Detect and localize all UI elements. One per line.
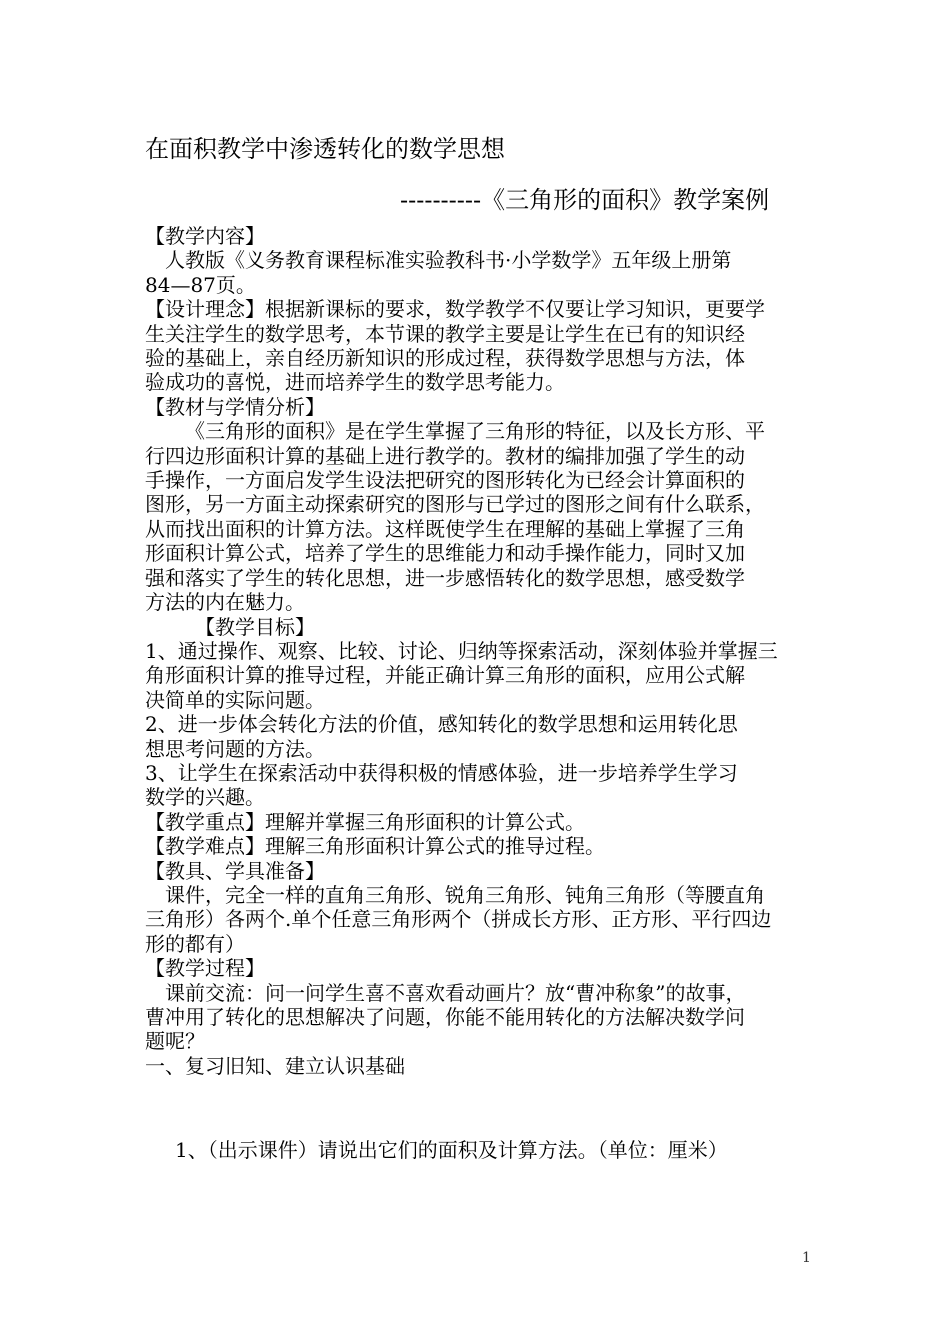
- section-heading-analysis: 【教材与学情分析】: [145, 394, 325, 419]
- paragraph-line: 题呢？: [145, 1029, 205, 1054]
- section-heading-key-points: 【教学重点】理解并掌握三角形面积的计算公式。: [145, 809, 585, 834]
- paragraph-line: 想思考问题的方法。: [145, 736, 325, 761]
- paragraph-line: 课前交流：问一问学生喜不喜欢看动画片？放“曹冲称象”的故事，: [165, 980, 746, 1005]
- paragraph-line: 图形，另一方面主动探索研究的图形与已学过的图形之间有什么联系，: [145, 492, 765, 517]
- paragraph-line: 行四边形面积计算的基础上进行教学的。教材的编排加强了学生的动: [145, 443, 745, 468]
- document-subtitle: ----------《三角形的面积》教学案例: [400, 186, 770, 214]
- paragraph-line: 【设计理念】根据新课标的要求，数学教学不仅要让学习知识，更要学: [145, 297, 765, 322]
- paragraph-line: 验的基础上，亲自经历新知识的形成过程，获得数学思想与方法，体: [145, 346, 745, 371]
- paragraph-line: 验成功的喜悦，进而培养学生的数学思考能力。: [145, 370, 565, 395]
- paragraph-line: 3、让学生在探索活动中获得积极的情感体验，进一步培养学生学习: [145, 760, 738, 785]
- paragraph-line: 生关注学生的数学思考，本节课的教学主要是让学生在已有的知识经: [145, 321, 745, 346]
- paragraph-line: 《三角形的面积》是在学生掌握了三角形的特征，以及长方形、平: [185, 419, 765, 444]
- paragraph-line: 方法的内在魅力。: [145, 590, 305, 615]
- paragraph-line: 三角形）各两个.单个任意三角形两个（拼成长方形、正方形、平行四边: [145, 907, 772, 932]
- section-heading-content: 【教学内容】: [145, 224, 265, 248]
- page-number: 1: [802, 1250, 811, 1266]
- section-heading-materials: 【教具、学具准备】: [145, 858, 325, 883]
- section-heading-process: 【教学过程】: [145, 956, 265, 981]
- paragraph-line: 形面积计算公式，培养了学生的思维能力和动手操作能力，同时又加: [145, 541, 745, 566]
- paragraph-line: 手操作，一方面启发学生设法把研究的图形转化为已经会计算面积的: [145, 468, 745, 493]
- document-title: 在面积教学中渗透转化的数学思想: [145, 135, 505, 163]
- paragraph-line: 曹冲用了转化的思想解决了问题，你能不能用转化的方法解决数学问: [145, 1005, 745, 1029]
- paragraph-line: 人教版《义务教育课程标准实验教科书·小学数学》五年级上册第: [165, 248, 732, 273]
- paragraph-line: 角形面积计算的推导过程，并能正确计算三角形的面积，应用公式解: [145, 663, 745, 688]
- section-heading-difficulties: 【教学难点】理解三角形面积计算公式的推导过程。: [145, 834, 605, 859]
- paragraph-line: 从而找出面积的计算方法。这样既使学生在理解的基础上掌握了三角: [145, 516, 745, 541]
- paragraph-line: 形的都有）: [145, 931, 245, 956]
- section-heading-review: 一、复习旧知、建立认识基础: [145, 1053, 405, 1078]
- paragraph-line: 决简单的实际问题。: [145, 687, 325, 712]
- document-body: [145, 224, 820, 1078]
- paragraph-line: 强和落实了学生的转化思想，进一步感悟转化的数学思想，感受数学: [145, 565, 745, 590]
- paragraph-line: 数学的兴趣。: [145, 785, 265, 810]
- paragraph-line: 1、通过操作、观察、比较、讨论、归纳等探索活动，深刻体验并掌握三: [145, 638, 778, 663]
- section-heading-goals: 【教学目标】: [195, 614, 315, 639]
- paragraph-line: 84—87页。: [145, 272, 256, 297]
- list-item-1: 1、（出示课件）请说出它们的面积及计算方法。（单位：厘米）: [175, 1138, 728, 1162]
- paragraph-line: 课件，完全一样的直角三角形、锐角三角形、钝角三角形（等腰直角: [165, 882, 765, 907]
- paragraph-line: 2、进一步体会转化方法的价值，感知转化的数学思想和运用转化思: [145, 712, 738, 737]
